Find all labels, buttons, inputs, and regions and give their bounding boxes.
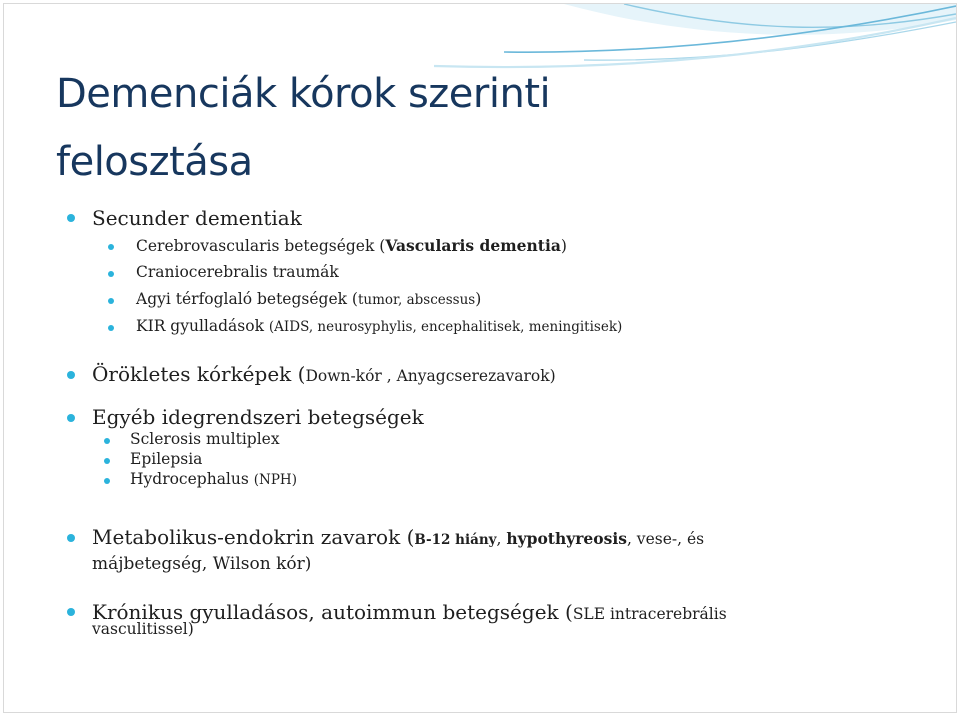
- section-orokletes: Örökletes kórképek (Down-kór , Anyagcserezavarok): [92, 362, 556, 386]
- list-item-agyi-terfoglalo: Agyi térfoglaló betegségek (tumor, abscessus): [136, 290, 482, 308]
- section-kronikus: Krónikus gyulladásos, autoimmun betegségek (SLE intracerebrális: [92, 600, 727, 624]
- list-item-epilepsia: Epilepsia: [130, 450, 203, 468]
- list-item-craniocerebralis: Craniocerebralis traumák: [136, 263, 339, 281]
- bullet-icon: [108, 271, 114, 277]
- section-kronikus-line2: vasculitissel): [92, 620, 194, 638]
- bullet-icon: [108, 325, 114, 331]
- title-line-2: felosztása: [56, 139, 253, 185]
- slide-title: [56, 60, 756, 196]
- list-item-sclerosis: Sclerosis multiplex: [130, 430, 280, 448]
- bullet-icon: [108, 244, 114, 250]
- bullet-icon: [108, 298, 114, 304]
- title-line-1: Demenciák kórok szerinti: [56, 71, 551, 117]
- list-item-cerebrovascularis: Cerebrovascularis betegségek (Vascularis dementia): [136, 236, 567, 255]
- slide: [3, 3, 957, 713]
- section-metabolikus: Metabolikus-endokrin zavarok (B-12 hiány, hypothyreosis, vese-, és: [92, 525, 705, 549]
- bullet-icon: [67, 214, 75, 222]
- list-item-kir-gyulladasok: KIR gyulladások (AIDS, neurosyphylis, encephalitisek, meningitisek): [136, 317, 623, 335]
- list-item-hydrocephalus: Hydrocephalus (NPH): [130, 470, 297, 488]
- bullet-icon: [67, 608, 75, 616]
- bullet-icon: [67, 414, 75, 422]
- bullet-icon: [104, 438, 110, 444]
- section-egyeb-heading: Egyéb idegrendszeri betegségek: [92, 405, 424, 429]
- bullet-icon: [67, 534, 75, 542]
- bullet-icon: [104, 478, 110, 484]
- bullet-icon: [67, 371, 75, 379]
- section-metabolikus-line2: májbetegség, Wilson kór): [92, 554, 312, 574]
- bullet-icon: [104, 458, 110, 464]
- section-secunder-heading: Secunder dementiak: [92, 206, 302, 230]
